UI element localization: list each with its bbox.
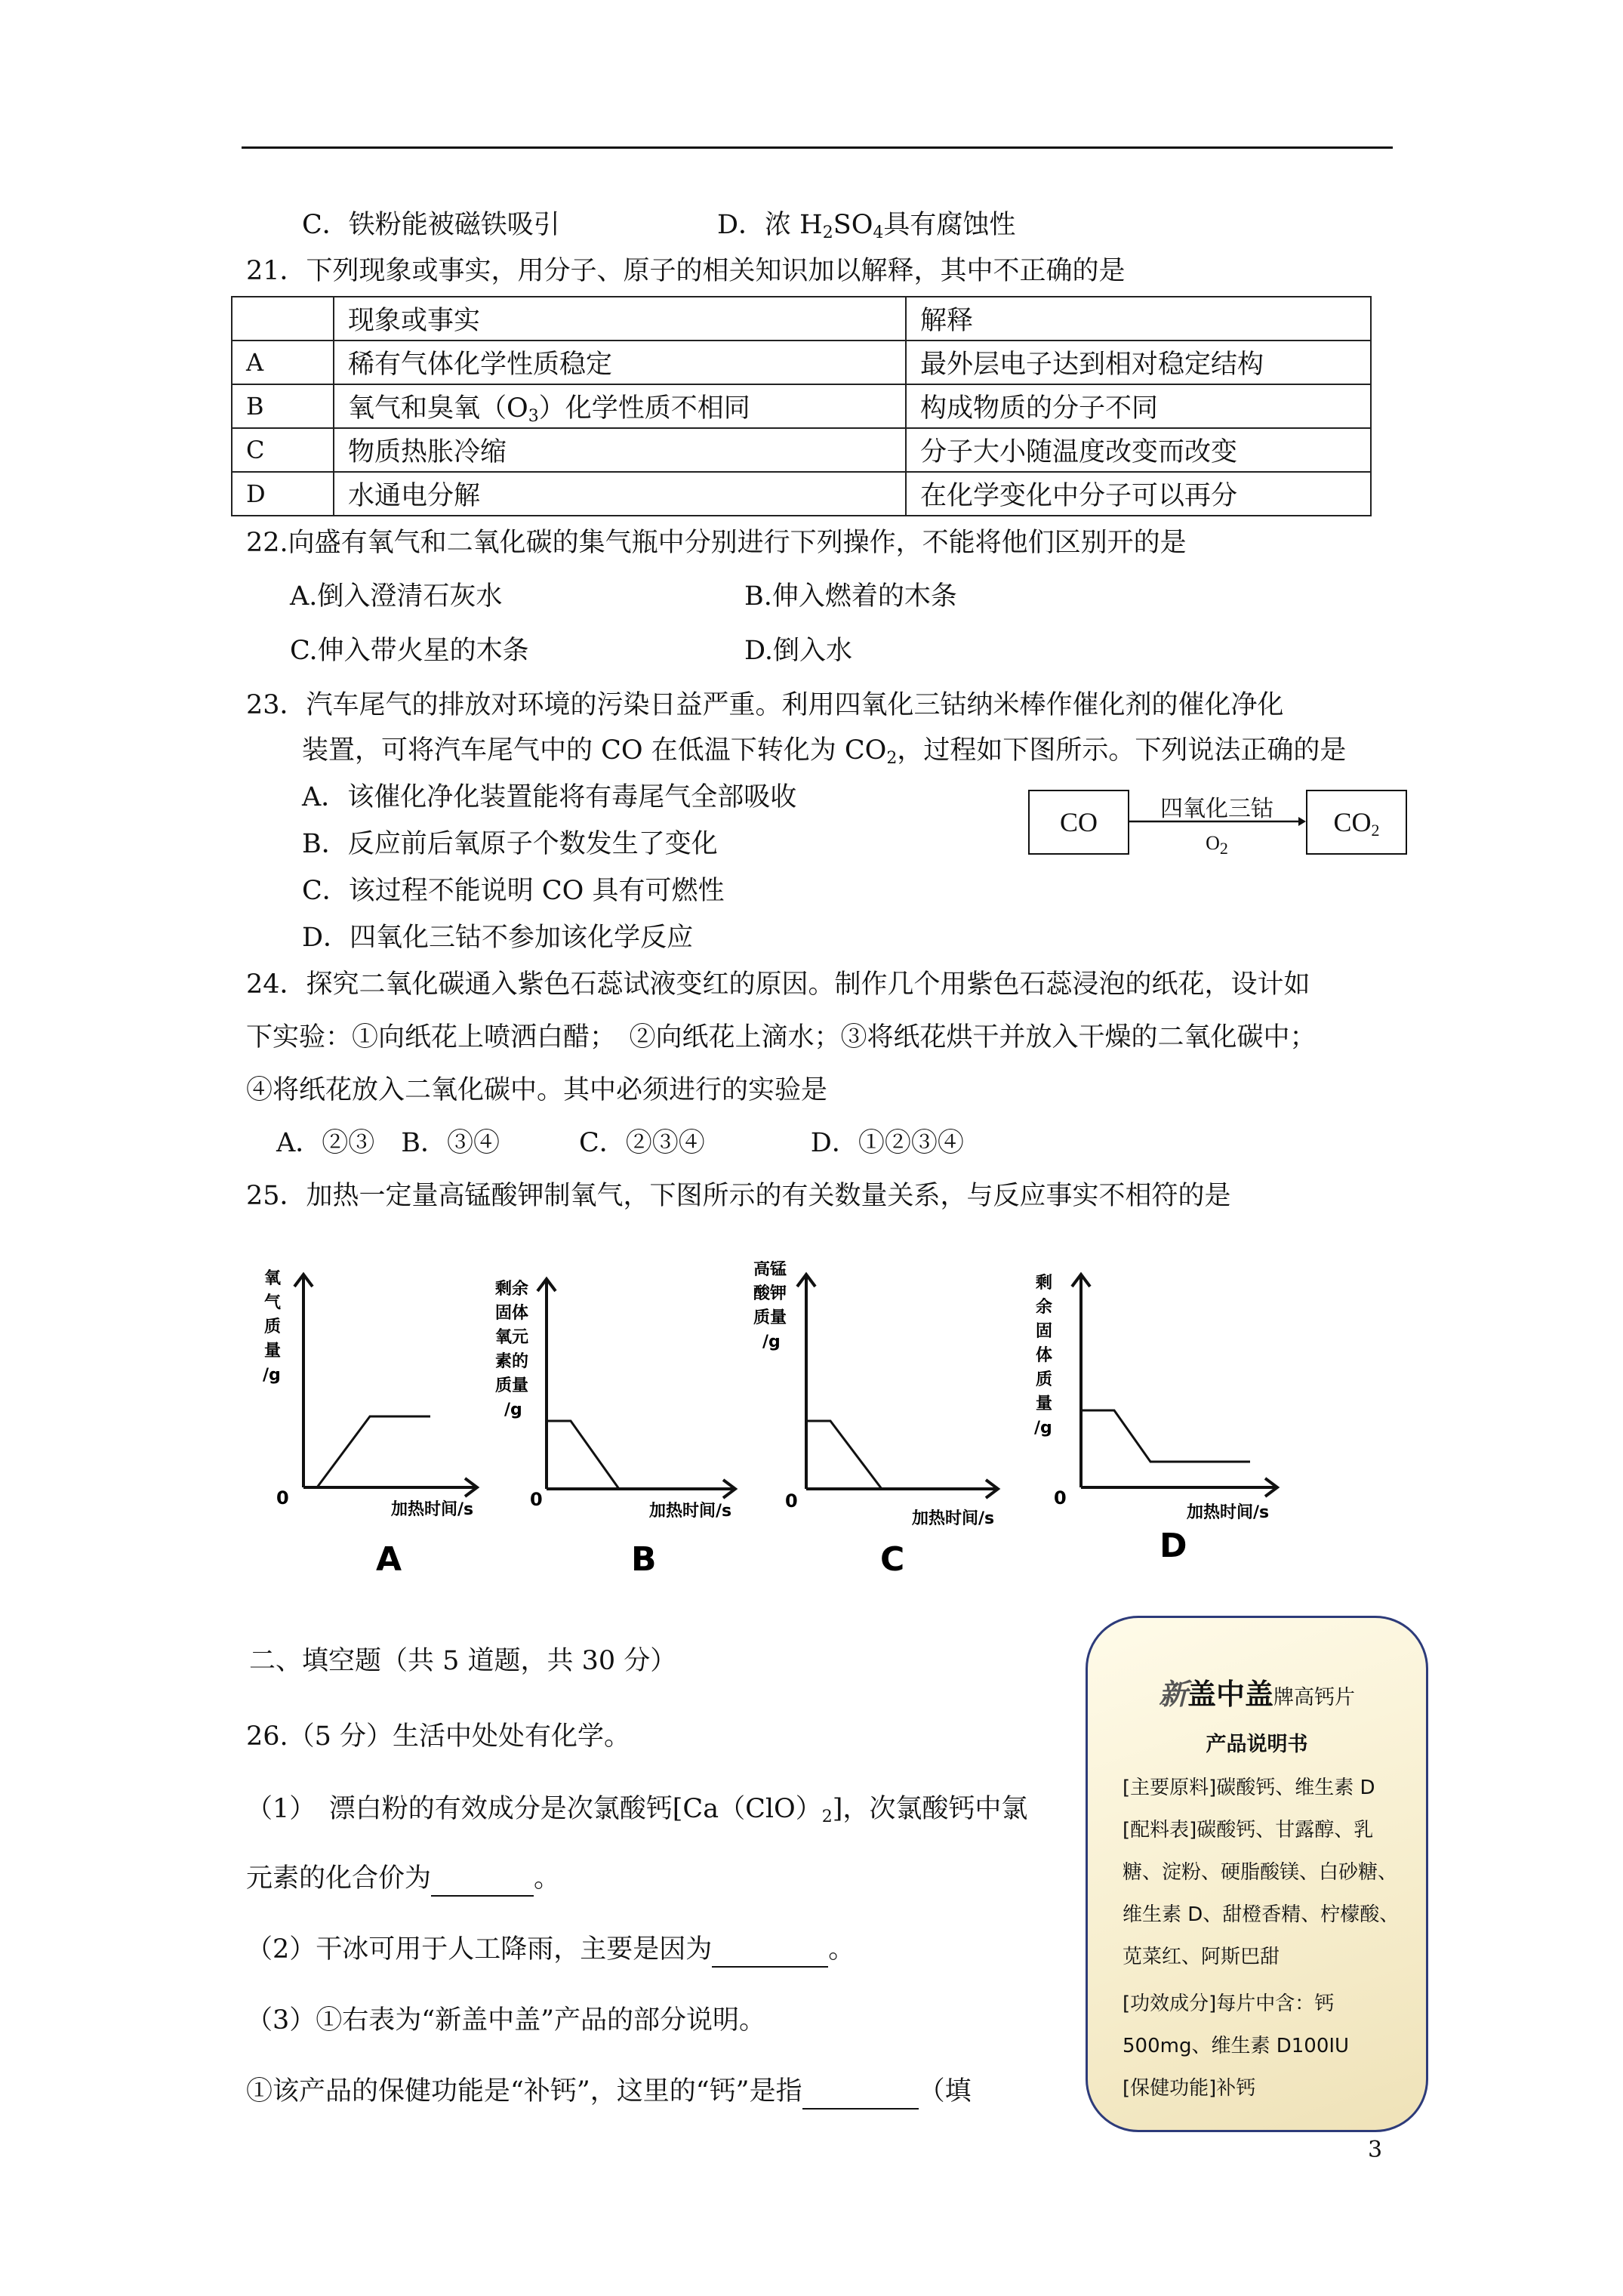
q23-option-c: C．该过程不能说明 CO 具有可燃性 bbox=[302, 876, 725, 906]
answer-blank[interactable] bbox=[431, 1862, 534, 1897]
y-axis-label-char: /g bbox=[504, 1401, 522, 1419]
y-axis-label-char: 质量 bbox=[753, 1308, 787, 1327]
table-cell: A bbox=[232, 341, 334, 384]
y-axis-label-char: 量 bbox=[1036, 1395, 1053, 1413]
card-line: 维生素 D、甜橙香精、柠檬酸、 bbox=[1123, 1903, 1400, 1926]
graph-d bbox=[1027, 1261, 1298, 1596]
y-axis-label-char: 高锰 bbox=[753, 1261, 787, 1279]
origin-label: 0 bbox=[1054, 1487, 1067, 1509]
y-axis-label-char: 剩余 bbox=[495, 1280, 529, 1299]
brand-name: 盖中盖 bbox=[1187, 1678, 1274, 1711]
q26-stem: 26.（5 分）生活中处处有化学。 bbox=[246, 1721, 631, 1752]
table-row bbox=[232, 297, 1371, 341]
table-row bbox=[232, 341, 1371, 384]
q26-part1-line2: 元素的化合价为 。 bbox=[246, 1862, 560, 1897]
table-row bbox=[232, 428, 1371, 472]
graph-letter: B bbox=[631, 1540, 657, 1579]
card-line: [主要原料]碳酸钙、维生素 D bbox=[1123, 1777, 1375, 1799]
table-cell: 在化学变化中分子可以再分 bbox=[906, 472, 1371, 516]
q24-line2: 下实验：①向纸花上喷洒白醋； ②向纸花上滴水；③将纸花烘干并放入干燥的二氧化碳中； bbox=[246, 1022, 1317, 1052]
table-cell bbox=[232, 297, 334, 341]
card-line: [功效成分]每片中含：钙 bbox=[1123, 1992, 1335, 2015]
y-axis-label-char: 固体 bbox=[495, 1304, 529, 1323]
card-line: 苋菜红、阿斯巴甜 bbox=[1123, 1946, 1280, 1968]
y-axis-label-char: /g bbox=[762, 1333, 781, 1351]
reactant-box: CO bbox=[1028, 790, 1129, 855]
y-axis-label-char: /g bbox=[263, 1366, 281, 1385]
q24-line3: ④将纸花放入二氧化碳中。其中必须进行的实验是 bbox=[246, 1075, 828, 1105]
y-axis-label-char: 质 bbox=[1036, 1370, 1053, 1389]
table-row bbox=[232, 472, 1371, 516]
q22-option-a: A.倒入澄清石灰水 bbox=[290, 581, 503, 612]
table-cell: 稀有气体化学性质稳定 bbox=[334, 341, 906, 384]
table-cell: 氧气和臭氧$(O_3)$化学性质不相同 bbox=[334, 384, 906, 428]
q23-stem-line2: 装置，可将汽车尾气中的 CO 在低温下转化为 $CO_2$，过程如下图所示。下列说法正确的是 bbox=[302, 735, 1347, 768]
q20-option-c: C．铁粉能被磁铁吸引 bbox=[302, 210, 560, 240]
brand-logo: 新 bbox=[1158, 1678, 1187, 1711]
q22-option-c: C.伸入带火星的木条 bbox=[290, 636, 529, 666]
y-axis-label-char: 固 bbox=[1036, 1322, 1053, 1341]
y-axis-label-char: /g bbox=[1034, 1419, 1052, 1438]
card-line: [保健功能]补钙 bbox=[1123, 2077, 1256, 2100]
catalyst-label: 四氧化三钴 bbox=[1160, 796, 1273, 822]
graph-c bbox=[747, 1261, 1019, 1596]
answer-blank[interactable] bbox=[802, 2075, 919, 2110]
x-axis-label: 加热时间/s bbox=[391, 1500, 474, 1519]
card-line: 500mg、维生素 D100IU bbox=[1123, 2035, 1350, 2057]
table-header: 现象或事实 bbox=[334, 297, 906, 341]
brand-suffix: 牌高钙片 bbox=[1273, 1686, 1356, 1709]
q22-option-d: D.倒入水 bbox=[744, 636, 852, 666]
y-axis-label-char: 氧 bbox=[264, 1269, 282, 1288]
product-info-card bbox=[1086, 1616, 1428, 2132]
q22-option-b: B.伸入燃着的木条 bbox=[744, 581, 957, 612]
graph-letter: C bbox=[880, 1540, 905, 1579]
q23-option-a: A．该催化净化装置能将有毒尾气全部吸收 bbox=[302, 782, 797, 812]
table-header: 解释 bbox=[906, 297, 1371, 341]
graph-letter: D bbox=[1160, 1527, 1187, 1565]
answer-blank[interactable] bbox=[712, 1933, 828, 1968]
reaction-flow-diagram bbox=[1028, 790, 1406, 865]
y-axis-label-char: 质 bbox=[264, 1318, 282, 1336]
y-axis-label-char: 剩 bbox=[1036, 1274, 1053, 1293]
table-cell: 构成物质的分子不同 bbox=[906, 384, 1371, 428]
graph-letter: A bbox=[376, 1540, 402, 1579]
q23-stem-line1: 23．汽车尾气的排放对环境的污染日益严重。利用四氧化三钴纳米棒作催化剂的催化净化 bbox=[246, 690, 1284, 720]
x-axis-label: 加热时间/s bbox=[1187, 1503, 1270, 1522]
y-axis-label-char: 质量 bbox=[495, 1376, 529, 1395]
q24-options: A．②③ B．③④ C．②③④ D．①②③④ bbox=[276, 1128, 964, 1158]
q22-stem: 22.向盛有氧气和二氧化碳的集气瓶中分别进行下列操作，不能将他们区别开的是 bbox=[246, 528, 1187, 558]
table-cell: C bbox=[232, 428, 334, 472]
table-cell: D bbox=[232, 472, 334, 516]
q21-table bbox=[231, 296, 1372, 516]
y-axis-label-char: 气 bbox=[264, 1293, 282, 1312]
origin-label: 0 bbox=[530, 1489, 543, 1510]
page-number: 3 bbox=[1368, 2137, 1383, 2163]
q23-option-b: B．反应前后氧原子个数发生了变化 bbox=[302, 829, 718, 859]
y-axis-label-char: 量 bbox=[264, 1342, 282, 1361]
origin-label: 0 bbox=[785, 1490, 798, 1512]
card-line: [配料表]碳酸钙、甘露醇、乳 bbox=[1123, 1819, 1374, 1841]
brand-title bbox=[1088, 1671, 1426, 1712]
y-axis-label-char: 氧元 bbox=[495, 1328, 529, 1347]
graph-b bbox=[483, 1261, 755, 1596]
table-cell: 物质热胀冷缩 bbox=[334, 428, 906, 472]
table-cell: B bbox=[232, 384, 334, 428]
q26-part4: ①该产品的保健功能是“补钙”，这里的“钙”是指 （填 bbox=[246, 2075, 972, 2110]
card-subtitle: 产品说明书 bbox=[1206, 1733, 1308, 1756]
y-axis-label-char: 体 bbox=[1036, 1346, 1053, 1365]
table-row bbox=[232, 384, 1371, 428]
x-axis-label: 加热时间/s bbox=[649, 1502, 732, 1521]
q24-line1: 24．探究二氧化碳通入紫色石蕊试液变红的原因。制作几个用紫色石蕊浸泡的纸花，设计如 bbox=[246, 969, 1310, 1000]
q26-part2: （2）干冰可用于人工降雨，主要是因为 。 bbox=[246, 1933, 855, 1968]
q26-part1-line1: （1） 漂白粉的有效成分是次氯酸钙$[Ca(ClO)_2]$，次氯酸钙中氯 bbox=[246, 1794, 1028, 1826]
q26-part3: （3）①右表为“新盖中盖”产品的部分说明。 bbox=[246, 2005, 766, 2036]
y-axis-label-char: 酸钾 bbox=[753, 1284, 787, 1303]
q20-option-d: D．浓 $H_2SO_4$具有腐蚀性 bbox=[717, 210, 1016, 242]
table-cell: 水通电分解 bbox=[334, 472, 906, 516]
section-title: 二、填空题（共 5 道题，共 30 分） bbox=[249, 1646, 677, 1676]
reagent-label: $O_2$ bbox=[1206, 832, 1228, 858]
q21-stem: 21．下列现象或事实，用分子、原子的相关知识加以解释，其中不正确的是 bbox=[246, 256, 1126, 286]
q23-option-d: D．四氧化三钴不参加该化学反应 bbox=[302, 923, 694, 953]
table-cell: 最外层电子达到相对稳定结构 bbox=[906, 341, 1371, 384]
graph-a bbox=[249, 1261, 491, 1596]
header-rule bbox=[242, 146, 1393, 149]
q25-stem: 25．加热一定量高锰酸钾制氧气，下图所示的有关数量关系，与反应事实不相符的是 bbox=[246, 1181, 1231, 1211]
y-axis-label-char: 余 bbox=[1036, 1298, 1053, 1317]
table-cell: 分子大小随温度改变而改变 bbox=[906, 428, 1371, 472]
product-box: $CO_2$ bbox=[1306, 790, 1407, 855]
y-axis-label-char: 素的 bbox=[495, 1352, 529, 1371]
card-line: 糖、淀粉、硬脂酸镁、白砂糖、 bbox=[1123, 1861, 1398, 1884]
x-axis-label: 加热时间/s bbox=[912, 1509, 995, 1528]
origin-label: 0 bbox=[276, 1487, 289, 1509]
